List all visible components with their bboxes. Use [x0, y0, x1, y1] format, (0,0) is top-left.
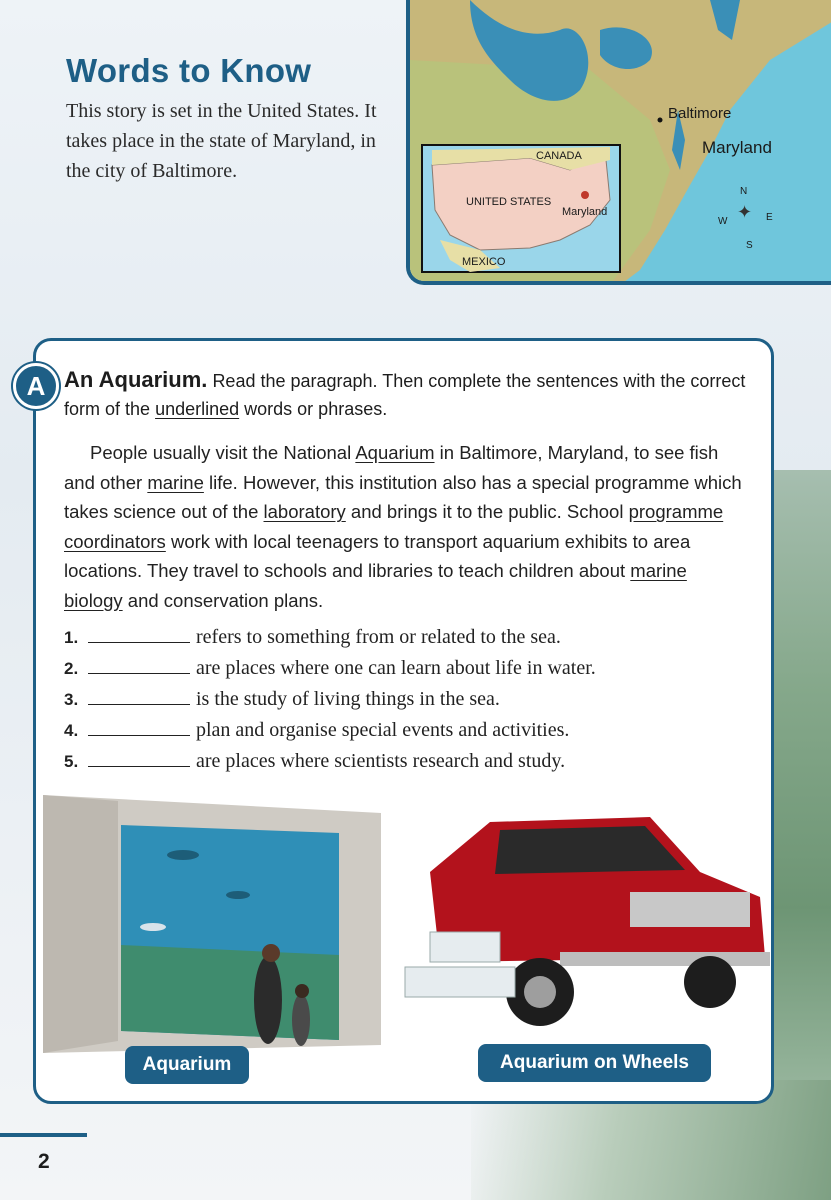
region-map — [406, 0, 831, 285]
instruction-underlined: underlined — [155, 399, 240, 419]
vocab-word: Aquarium — [355, 442, 435, 463]
question-number: 3. — [64, 690, 79, 709]
question-text: are places where one can learn about life in water. — [196, 657, 596, 679]
compass-s: S — [746, 240, 753, 251]
vocab-word: marine biology — [64, 560, 687, 611]
question-number: 1. — [64, 628, 79, 647]
state-label: Maryland — [702, 138, 772, 157]
question-item — [64, 688, 500, 711]
compass-w: W — [718, 216, 728, 227]
question-number: 5. — [64, 752, 79, 771]
paragraph-text: and conservation plans. — [127, 589, 324, 611]
vocab-word: marine — [147, 471, 204, 493]
question-text: are places where scientists research and study. — [196, 750, 566, 772]
question-item — [64, 626, 561, 649]
answer-blank[interactable] — [88, 719, 190, 736]
paragraph-text: life. However, this institution also has a special programme which takes science out of the — [64, 471, 742, 522]
section-heading — [64, 366, 764, 423]
page-title: Words to Know — [66, 52, 312, 89]
question-text: is the study of living things in the sea. — [196, 688, 500, 710]
question-text: plan and organise special events and activities. — [196, 719, 570, 741]
paragraph-text: in Baltimore, Maryland, to see fish and other — [64, 442, 719, 493]
caption-aquarium-on-wheels: Aquarium on Wheels — [478, 1044, 711, 1082]
question-text: refers to something from or related to the sea. — [196, 626, 561, 648]
question-item — [64, 719, 569, 742]
intro-text: This story is set in the United States. It takes place in the state of Maryland, in the city of Baltimore. — [66, 100, 377, 182]
instruction-text-end: words or phrases. — [244, 399, 388, 419]
answer-blank[interactable] — [88, 626, 190, 643]
paragraph-text: People usually visit the National — [90, 442, 352, 463]
van-photo — [400, 812, 770, 1037]
paragraph-text: and brings it to the public. School — [350, 501, 624, 522]
compass-rose-icon: ✦ — [737, 202, 753, 222]
section-letter-badge: A — [13, 363, 59, 409]
instruction-text: Read the paragraph. Then complete the sentences with the correct form of the — [64, 371, 746, 419]
answer-blank[interactable] — [88, 688, 190, 705]
page-bar — [0, 1133, 87, 1137]
paragraph-text: work with local teenagers to transport aquarium exhibits to area locations. They travel to schools and libraries to teach children about — [64, 530, 691, 581]
inset-canada-label: CANADA — [536, 150, 582, 162]
inset-state-label: Maryland — [562, 206, 608, 218]
compass-e: E — [766, 212, 773, 223]
vocab-word: laboratory — [263, 501, 346, 522]
city-label: Baltimore — [668, 105, 732, 122]
answer-blank[interactable] — [88, 657, 190, 674]
inset-us-label: UNITED STATES — [466, 196, 552, 208]
question-number: 4. — [64, 721, 79, 740]
compass-n: N — [740, 186, 748, 197]
section-title: An Aquarium. — [64, 367, 208, 392]
vocab-word: programme coordinators — [64, 501, 724, 552]
inset-mexico-label: MEXICO — [462, 256, 506, 268]
question-item — [64, 750, 565, 773]
answer-blank[interactable] — [88, 750, 190, 767]
question-number: 2. — [64, 659, 79, 678]
reading-paragraph — [64, 438, 744, 615]
page-number: 2 — [38, 1150, 50, 1173]
question-item — [64, 657, 596, 680]
caption-aquarium: Aquarium — [125, 1046, 249, 1084]
aquarium-photo — [43, 795, 381, 1053]
